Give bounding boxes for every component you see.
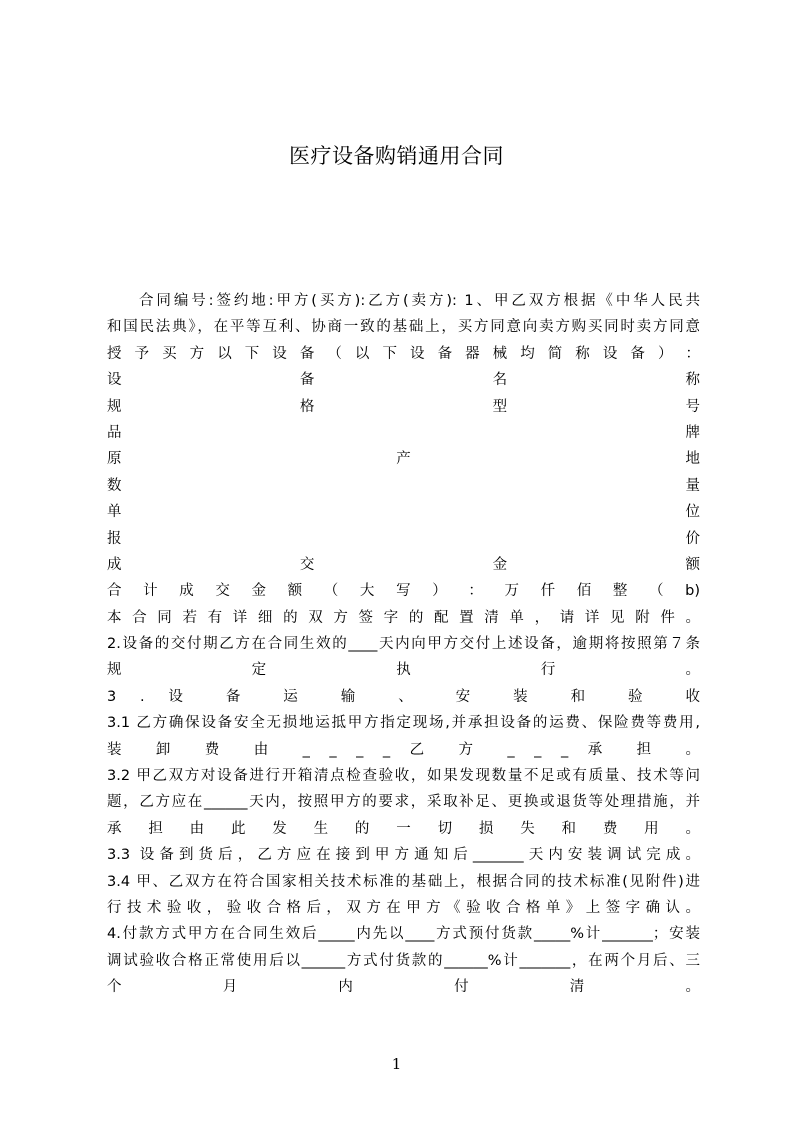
contract-line: 调试验收合格正常使用后以______方式付货款的______%计_______，在两个月后、三 xyxy=(107,952,700,969)
contract-line: 题，乙方应在______天内，按照甲方的要求，采取补足、更换或退货等处理措施，并 xyxy=(107,794,700,811)
contract-line: 装 卸 费 由 _ _ _ _ 乙 方 _ _ _ 承 担 。 xyxy=(107,741,700,758)
contract-line: 承 担 由 此 发 生 的 一 切 损 失 和 费 用 。 xyxy=(107,820,700,837)
contract-line: 4.付款方式甲方在合同生效后_____内先以____方式预付货款_____%计_______；安装 xyxy=(107,926,700,943)
contract-line: 和国民法典》，在平等互利、协商一致的基础上，买方同意向卖方购买同时卖方同意 xyxy=(107,319,700,336)
document-title: 医疗设备购销通用合同 xyxy=(289,144,504,168)
contract-line: 规 定 执 行 。 xyxy=(107,662,700,679)
contract-line: 2.设备的交付期乙方在合同生效的____天内向甲方交付上述设备，逾期将按照第７条 xyxy=(107,636,700,653)
contract-line: 行 技 术 验 收 ， 验 收 合 格 后 ， 双 方 在 甲 方 《 验 收 合 格 单 》 上 签 字 确 认 。 xyxy=(107,899,700,916)
contract-line: 品 牌 xyxy=(107,424,700,441)
contract-line: 3.1 乙方确保设备安全无损地运抵甲方指定现场,并承担设备的运费、保险费等费用, xyxy=(107,715,700,732)
contract-line: 3.4 甲、乙双方在符合国家相关技术标准的基础上，根据合同的技术标准(见附件)进 xyxy=(107,873,700,890)
contract-line: 3 . 设 备 运 输 、 安 装 和 验 收 xyxy=(107,688,700,705)
contract-line: 报 价 xyxy=(107,530,700,547)
contract-line: 授 予 买 方 以 下 设 备 （ 以 下 设 备 器 械 均 简 称 设 备 ） ： xyxy=(107,345,700,362)
contract-line: 3.2 甲乙双方对设备进行开箱清点检查验收，如果发现数量不足或有质量、技术等问 xyxy=(107,768,700,785)
contract-line: 本 合 同 若 有 详 细 的 双 方 签 字 的 配 置 清 单 ， 请 详 见 附 件 。 xyxy=(107,609,700,626)
contract-line: 成 交 金 额 xyxy=(107,556,700,573)
contract-line: 合 计 成 交 金 额 （ 大 写 ） ： 万 仟 佰 整 （ b) xyxy=(107,583,700,600)
contract-line: 单 位 xyxy=(107,504,700,521)
page-number: 1 xyxy=(391,1055,402,1073)
contract-line: 原 产 地 xyxy=(107,451,700,468)
contract-line: 规 格 型 号 xyxy=(107,398,700,415)
contract-line: 个 月 内 付 清 。 xyxy=(107,979,700,996)
contract-line: 数 量 xyxy=(107,477,700,494)
contract-line: 合同编号:签约地:甲方(买方):乙方(卖方): 1、甲乙双方根据《中华人民共 xyxy=(139,293,700,309)
contract-line: 设 备 名 称 xyxy=(107,372,700,389)
contract-line: 3.3 设备到货后，乙方应在接到甲方通知后_______天内安装调试完成。 xyxy=(107,847,700,864)
contract-body xyxy=(107,288,700,1001)
